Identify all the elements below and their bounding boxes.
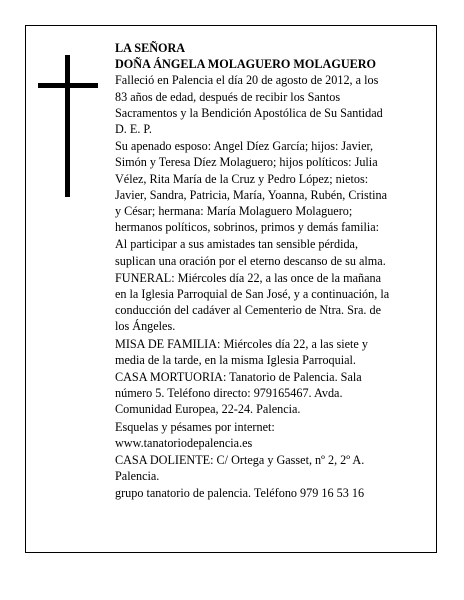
body-line: Esquelas y pésames por internet: [115, 419, 275, 434]
body-line: número 5. Teléfono directo: 979165467. Avda. [115, 386, 343, 401]
body-line: media de la tarde, en la misma Iglesia Parroquial. [115, 352, 356, 367]
body-line: suplican una oración por el eterno descanso de su alma. [115, 253, 386, 268]
body-line: D. E. P. [115, 122, 152, 137]
body-line: FUNERAL: Miércoles día 22, a las once de la mañana [115, 270, 382, 285]
body-line: Al participar a sus amistades tan sensible pérdida, [115, 237, 359, 252]
body-line: Simón y Teresa Díez Molaguero; hijos políticos: Julia [115, 155, 378, 170]
body-line: 83 años de edad, después de recibir los Santos [115, 89, 341, 104]
heading-line-2: DOÑA ÁNGELA MOLAGUERO MOLAGUERO [115, 57, 377, 72]
body-line: hermanos políticos, sobrinos, primos y demás familia: [115, 220, 380, 235]
body-line: Sacramentos y la Bendición Apostólica de Su Santidad [115, 105, 383, 120]
body-line: los Ángeles. [115, 319, 176, 334]
website-link[interactable]: www.tanatoriodepalencia.es [115, 435, 253, 450]
body-line: Javier, Sandra, Patricia, María, Yoanna, Rubén, Cristina [115, 187, 387, 202]
body-line: Su apenado esposo: Angel Díez García; hijos: Javier, [115, 139, 374, 154]
body-line: Comunidad Europea, 22-24. Palencia. [115, 402, 301, 417]
obituary-text [115, 40, 427, 502]
body-line: y César; hermana: María Molaguero Molaguero; [115, 204, 353, 219]
body-line: CASA MORTUORIA: Tanatorio de Palencia. Sala [115, 370, 362, 385]
heading-line-1: LA SEÑORA [115, 41, 186, 55]
body-line: Palencia. [115, 469, 160, 484]
body-line: conducción del cadáver al Cementerio de Ntra. Sra. de [115, 303, 381, 318]
cross-icon-arm [38, 83, 98, 88]
cross-icon [65, 55, 70, 197]
body-line: Falleció en Palencia el día 20 de agosto de 2012, a los [115, 73, 379, 88]
body-line: CASA DOLIENTE: C/ Ortega y Gasset, nº 2, 2º A. [115, 453, 365, 468]
body-line: grupo tanatorio de palencia. Teléfono 979 16 53 16 [115, 486, 365, 501]
body-line: MISA DE FAMILIA: Miércoles día 22, a las siete y [115, 336, 368, 351]
body-line: Vélez, Rita María de la Cruz y Pedro López; nietos: [115, 171, 369, 186]
body-line: en la Iglesia Parroquial de San José, y a continuación, la [115, 287, 390, 302]
